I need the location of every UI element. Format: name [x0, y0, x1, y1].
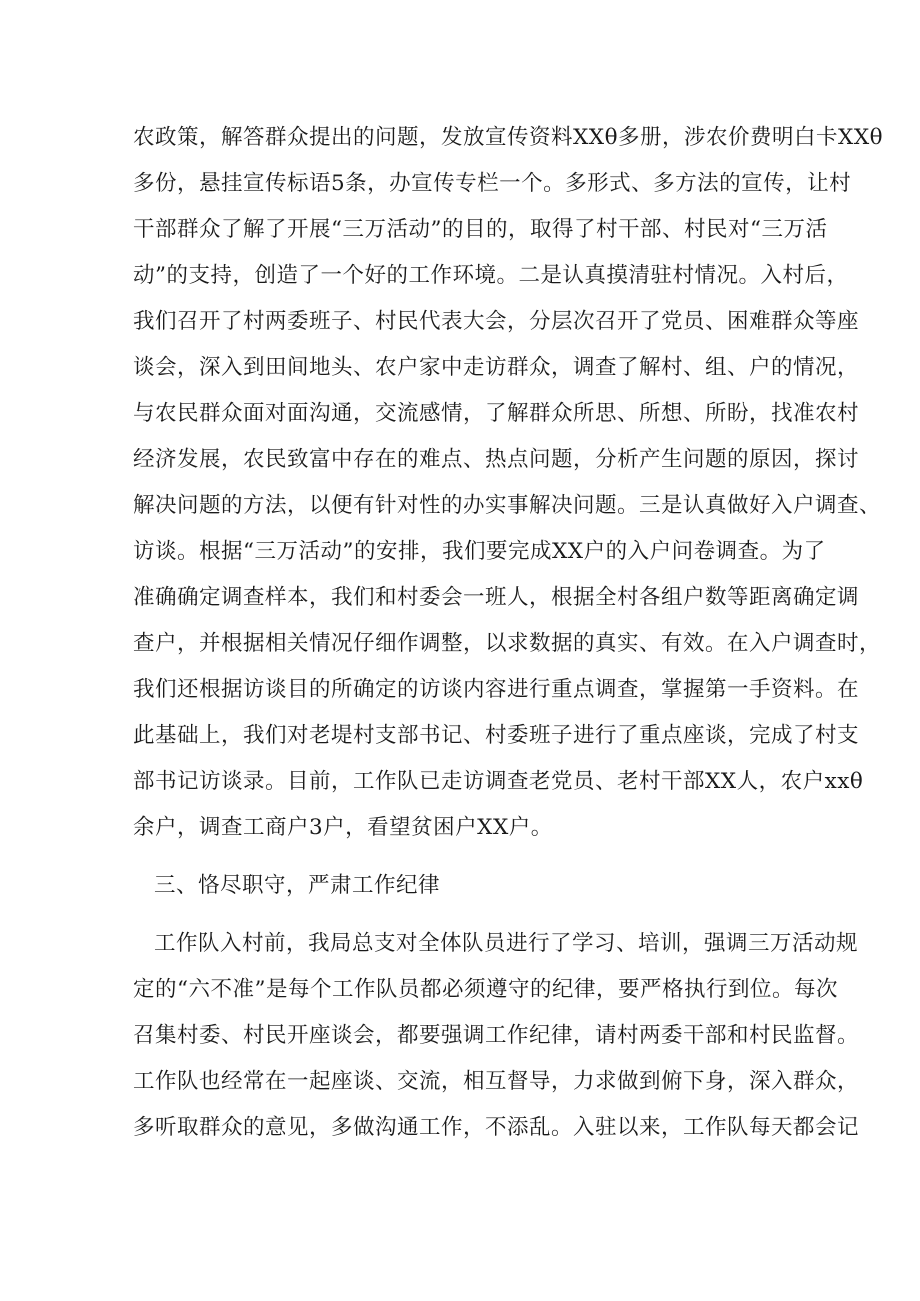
section-heading: 三、恪尽职守，严肃工作纪律 — [154, 873, 441, 898]
body-text-line: 部书记访谈录。目前，工作队已走访调查老党员、老村干部XX人，农户xxθ — [133, 769, 864, 794]
body-text-line: 准确确定调查样本，我们和村委会一班人，根据全村各组户数等距离确定调 — [133, 585, 860, 610]
body-text-line: 访谈。根据“三万活动”的安排，我们要完成XX户的入户问卷调查。为了 — [133, 539, 826, 564]
body-text-line: 干部群众了解了开展“三万活动”的目的，取得了村干部、村民对“三万活 — [133, 217, 828, 242]
body-text-line: 多听取群众的意见，多做沟通工作，不添乱。入驻以来，工作队每天都会记 — [133, 1115, 860, 1140]
body-text-line: 召集村委、村民开座谈会，都要强调工作纪律，请村两委干部和村民监督。 — [133, 1023, 860, 1048]
body-text-line: 余户，调查工商户3户，看望贫困户XX户。 — [133, 815, 553, 840]
body-text-line: 谈会，深入到田间地头、农户家中走访群众，调查了解村、组、户的情况， — [133, 355, 860, 380]
body-text-line: 定的“六不准”是每个工作队员都必须遵守的纪律，要严格执行到位。每次 — [133, 977, 838, 1002]
body-text-line: 我们还根据访谈目的所确定的访谈内容进行重点调查，掌握第一手资料。在 — [133, 677, 860, 702]
body-text-line: 与农民群众面对面沟通，交流感情，了解群众所思、所想、所盼，找准农村 — [133, 401, 860, 426]
body-text-line: 此基础上，我们对老堤村支部书记、村委班子进行了重点座谈，完成了村支 — [133, 723, 860, 748]
body-text-line: 工作队入村前，我局总支对全体队员进行了学习、培训，强调三万活动规 — [154, 931, 859, 956]
body-text-line: 查户，并根据相关情况仔细作调整，以求数据的真实、有效。在入户调查时， — [133, 631, 882, 656]
body-text-line: 农政策，解答群众提出的问题，发放宣传资料XXθ多册，涉农价费明白卡XXθ — [133, 125, 884, 150]
body-text-line: 工作队也经常在一起座谈、交流，相互督导，力求做到俯下身，深入群众， — [133, 1069, 860, 1094]
body-text-line: 多份，悬挂宣传标语5条，办宣传专栏一个。多形式、多方法的宣传，让村 — [133, 171, 852, 196]
body-text-line: 我们召开了村两委班子、村民代表大会，分层次召开了党员、困难群众等座 — [133, 309, 860, 334]
body-text-line: 经济发展，农民致富中存在的难点、热点问题，分析产生问题的原因，探讨 — [133, 447, 860, 472]
body-text-line: 解决问题的方法，以便有针对性的办实事解决问题。三是认真做好入户调查、 — [133, 493, 882, 518]
body-text-line: 动”的支持，创造了一个好的工作环境。二是认真摸清驻村情况。入村后， — [133, 263, 849, 288]
